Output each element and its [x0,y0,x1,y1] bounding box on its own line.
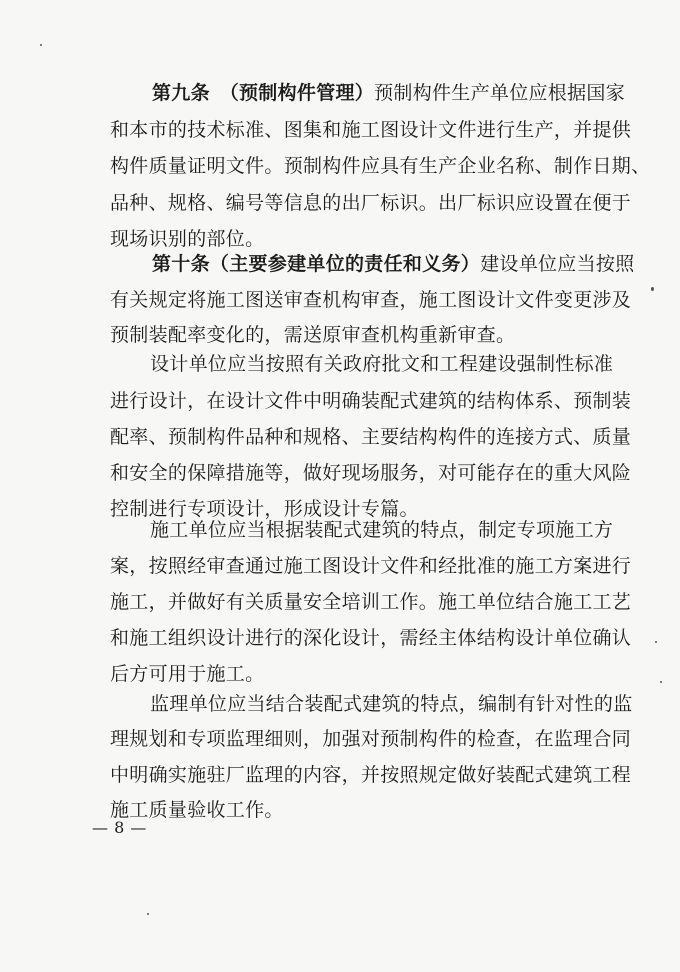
line-text: 施工，并做好有关质量安全培训工作。施工单位结合施工工艺 [110,591,632,613]
text-line [110,422,631,452]
line-text: 和施工组织设计进行的深化设计，需经主体结构设计单位确认 [110,627,632,649]
page-number: — 8 — [92,818,147,837]
text-line [150,349,613,379]
line-text: 案，按照经审查通过施工图设计文件和经批准的施工方案进行 [110,555,632,577]
line-text: 监理单位应当结合装配式建筑的特点，编制有针对性的监 [150,693,633,715]
line-text: 预制构件生产单位应根据国家 [374,82,626,104]
line-text: 品种、规格、编号等信息的出厂标识。出厂标识应设置在便于 [110,192,632,214]
text-line [152,78,625,108]
line-text: 现场识别的部位。 [110,228,265,250]
text-line [110,151,650,181]
line-text: 施工单位应当根据装配式建筑的特点，制定专项施工方 [150,519,614,541]
line-text: 构件质量证明文件。预制构件应具有生产企业名称、制作日期、 [110,155,651,177]
line-text: 后方可用于施工。 [110,663,265,685]
line-text: 预制装配率变化的，需送原审查机构重新审查。 [110,324,516,346]
line-text: 建设单位应当按照 [480,253,635,275]
scan-speck [651,287,654,291]
line-text: 和本市的技术标准、图集和施工图设计文件进行生产，并提供 [110,119,632,141]
line-text: 有关规定将施工图送审查机构审查，施工图设计文件变更涉及 [110,289,632,311]
text-line [110,386,631,416]
text-line [110,320,515,350]
text-line [110,551,631,581]
text-line [110,760,631,790]
line-text: 设计单位应当按照有关政府批文和工程建设强制性标准 [150,353,614,375]
scan-speck [147,913,149,915]
text-line [110,115,631,145]
line-text: 配率、预制构件品种和规格、主要结构构件的连接方式、质量 [110,426,632,448]
line-text: 进行设计，在设计文件中明确装配式建筑的结构体系、预制装 [110,390,632,412]
scan-speck [40,44,42,46]
article-heading: 第九条 （预制构件管理） [152,82,375,104]
scan-speck [655,641,657,643]
line-text: 中明确实施驻厂监理的内容，并按照规定做好装配式建筑工程 [110,764,632,786]
line-text: 理规划和专项监理细则，加强对预制构件的检查，在监理合同 [110,728,632,750]
text-line [110,659,264,689]
text-line [110,188,631,218]
text-line [110,285,631,315]
text-line [110,623,631,653]
text-line [110,587,631,617]
line-text: 施工质量验收工作。 [110,799,284,821]
text-line [110,724,631,754]
scan-speck [660,681,662,683]
text-line [150,689,633,719]
line-text: 控制进行专项设计，形成设计专篇。 [110,498,419,520]
text-line [110,458,631,488]
line-text: 和安全的保障措施等，做好现场服务，对可能存在的重大风险 [110,462,632,484]
text-line [152,249,635,279]
text-line [150,515,613,545]
article-heading: 第十条（主要参建单位的责任和义务） [152,253,481,275]
